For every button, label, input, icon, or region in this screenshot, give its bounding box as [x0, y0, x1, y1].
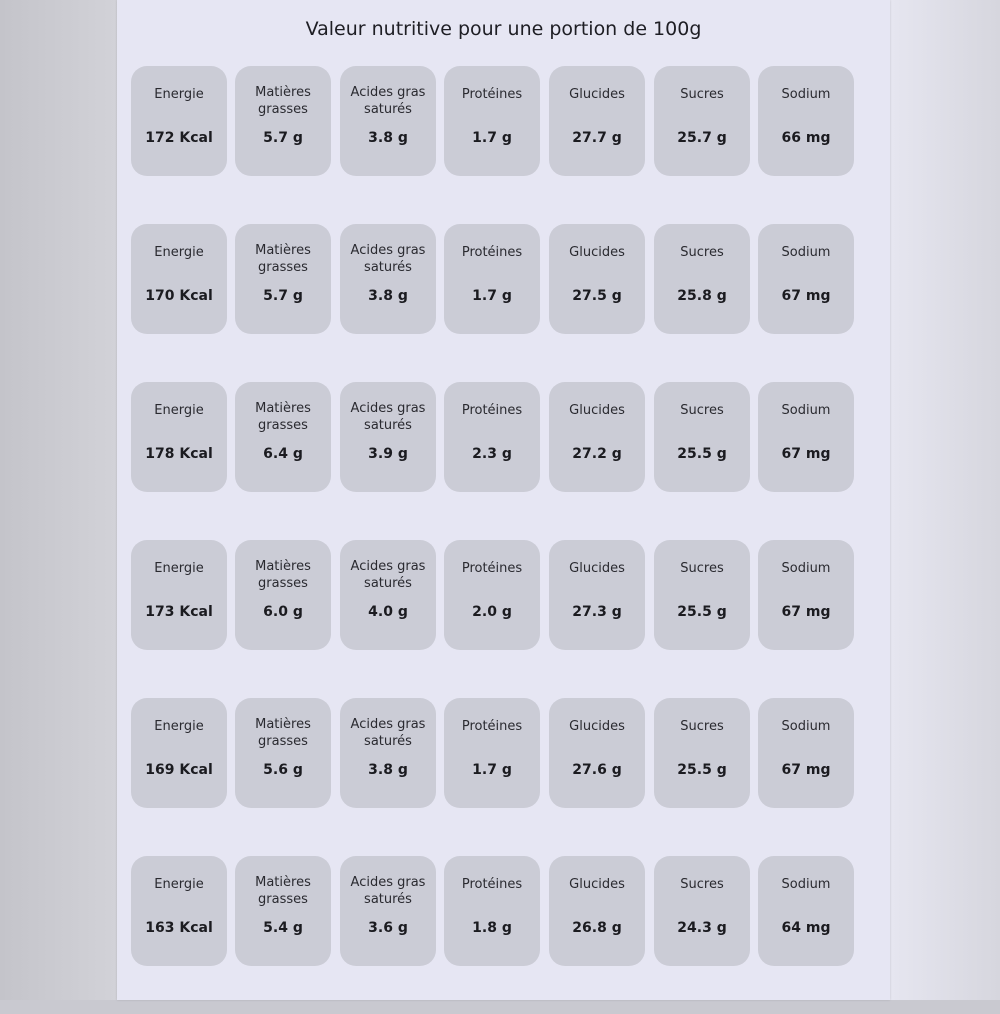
tile-value: 24.3 g	[677, 920, 727, 936]
tile-label: Matières grasses	[255, 85, 311, 117]
tile-value: 2.3 g	[472, 446, 512, 462]
nutrition-grid	[131, 66, 881, 1014]
tile-label: Protéines	[461, 87, 523, 102]
nutrition-row	[131, 698, 881, 856]
tile-glucides	[549, 698, 645, 808]
tile-glucides	[549, 382, 645, 492]
tile-acides	[340, 856, 436, 966]
tile-label: Energie	[154, 403, 204, 418]
background-left	[0, 0, 117, 1000]
tile-label: Matières grasses	[255, 401, 311, 433]
tile-label: Sodium	[781, 245, 831, 260]
tile-label: Matières grasses	[255, 875, 311, 907]
tile-label: Acides gras saturés	[350, 401, 426, 433]
tile-label: Sodium	[781, 877, 831, 892]
nutrition-sheet	[117, 0, 890, 1000]
tile-sodium	[758, 66, 854, 176]
tile-value: 1.7 g	[472, 130, 512, 146]
tile-glucides	[549, 540, 645, 650]
tile-value: 25.5 g	[677, 446, 727, 462]
tile-label: Glucides	[569, 87, 625, 102]
tile-sodium	[758, 856, 854, 966]
tile-value: 3.8 g	[368, 288, 408, 304]
tile-energie	[131, 856, 227, 966]
tile-acides	[340, 382, 436, 492]
page-title: Valeur nutritive pour une portion de 100g	[305, 18, 702, 40]
tile-label: Acides gras saturés	[350, 85, 426, 117]
tile-label: Protéines	[461, 561, 523, 576]
tile-label: Protéines	[461, 719, 523, 734]
tile-label: Matières grasses	[255, 243, 311, 275]
tile-value: 3.9 g	[368, 446, 408, 462]
tile-label: Sucres	[680, 87, 724, 102]
tile-value: 27.3 g	[572, 604, 622, 620]
nutrition-row	[131, 382, 881, 540]
tile-sucres	[654, 224, 750, 334]
tile-value: 26.8 g	[572, 920, 622, 936]
tile-label: Glucides	[569, 403, 625, 418]
tile-glucides	[549, 224, 645, 334]
tile-matieres	[235, 540, 331, 650]
tile-sucres	[654, 382, 750, 492]
tile-proteines	[444, 224, 540, 334]
tile-value: 6.0 g	[263, 604, 303, 620]
tile-label: Acides gras saturés	[350, 875, 426, 907]
tile-proteines	[444, 66, 540, 176]
tile-label: Glucides	[569, 561, 625, 576]
tile-proteines	[444, 540, 540, 650]
tile-matieres	[235, 382, 331, 492]
tile-energie	[131, 66, 227, 176]
tile-value: 25.5 g	[677, 762, 727, 778]
tile-matieres	[235, 856, 331, 966]
nutrition-row	[131, 66, 881, 224]
tile-label: Sucres	[680, 719, 724, 734]
tile-sucres	[654, 856, 750, 966]
tile-value: 66 mg	[781, 130, 831, 146]
tile-glucides	[549, 66, 645, 176]
nutrition-row	[131, 224, 881, 382]
tile-value: 3.8 g	[368, 762, 408, 778]
tile-sucres	[654, 698, 750, 808]
tile-value: 27.5 g	[572, 288, 622, 304]
nutrition-row	[131, 856, 881, 1014]
tile-acides	[340, 66, 436, 176]
tile-value: 172 Kcal	[145, 130, 213, 146]
tile-label: Sodium	[781, 561, 831, 576]
tile-value: 170 Kcal	[145, 288, 213, 304]
tile-label: Energie	[154, 719, 204, 734]
tile-value: 4.0 g	[368, 604, 408, 620]
tile-label: Sucres	[680, 561, 724, 576]
tile-label: Protéines	[461, 877, 523, 892]
nutrition-row	[131, 540, 881, 698]
tile-label: Acides gras saturés	[350, 717, 426, 749]
tile-value: 5.6 g	[263, 762, 303, 778]
tile-value: 5.4 g	[263, 920, 303, 936]
tile-value: 67 mg	[781, 288, 831, 304]
tile-energie	[131, 224, 227, 334]
tile-value: 67 mg	[781, 762, 831, 778]
tile-label: Sodium	[781, 87, 831, 102]
tile-value: 5.7 g	[263, 130, 303, 146]
tile-sodium	[758, 540, 854, 650]
tile-label: Protéines	[461, 245, 523, 260]
tile-label: Acides gras saturés	[350, 243, 426, 275]
tile-sodium	[758, 698, 854, 808]
tile-label: Matières grasses	[255, 559, 311, 591]
tile-proteines	[444, 698, 540, 808]
tile-sucres	[654, 66, 750, 176]
tile-matieres	[235, 224, 331, 334]
tile-value: 173 Kcal	[145, 604, 213, 620]
tile-label: Protéines	[461, 403, 523, 418]
tile-label: Glucides	[569, 719, 625, 734]
tile-energie	[131, 382, 227, 492]
tile-acides	[340, 698, 436, 808]
tile-acides	[340, 224, 436, 334]
tile-value: 5.7 g	[263, 288, 303, 304]
tile-value: 67 mg	[781, 446, 831, 462]
tile-value: 178 Kcal	[145, 446, 213, 462]
tile-glucides	[549, 856, 645, 966]
tile-value: 3.8 g	[368, 130, 408, 146]
tile-value: 1.8 g	[472, 920, 512, 936]
tile-value: 1.7 g	[472, 288, 512, 304]
tile-acides	[340, 540, 436, 650]
tile-value: 6.4 g	[263, 446, 303, 462]
tile-energie	[131, 540, 227, 650]
tile-value: 169 Kcal	[145, 762, 213, 778]
tile-label: Energie	[154, 87, 204, 102]
tile-matieres	[235, 698, 331, 808]
tile-value: 2.0 g	[472, 604, 512, 620]
background-right	[890, 0, 1000, 1000]
tile-value: 25.5 g	[677, 604, 727, 620]
tile-label: Glucides	[569, 245, 625, 260]
tile-value: 1.7 g	[472, 762, 512, 778]
tile-value: 3.6 g	[368, 920, 408, 936]
tile-value: 27.7 g	[572, 130, 622, 146]
tile-sodium	[758, 224, 854, 334]
tile-value: 64 mg	[781, 920, 831, 936]
tile-label: Energie	[154, 561, 204, 576]
tile-label: Acides gras saturés	[350, 559, 426, 591]
tile-energie	[131, 698, 227, 808]
tile-value: 163 Kcal	[145, 920, 213, 936]
tile-matieres	[235, 66, 331, 176]
tile-label: Sucres	[680, 245, 724, 260]
tile-label: Sodium	[781, 719, 831, 734]
tile-label: Sucres	[680, 877, 724, 892]
tile-label: Energie	[154, 877, 204, 892]
tile-value: 27.6 g	[572, 762, 622, 778]
tile-sucres	[654, 540, 750, 650]
tile-label: Matières grasses	[255, 717, 311, 749]
tile-label: Glucides	[569, 877, 625, 892]
tile-value: 25.7 g	[677, 130, 727, 146]
tile-sodium	[758, 382, 854, 492]
tile-proteines	[444, 856, 540, 966]
tile-value: 27.2 g	[572, 446, 622, 462]
tile-label: Energie	[154, 245, 204, 260]
tile-proteines	[444, 382, 540, 492]
tile-value: 67 mg	[781, 604, 831, 620]
tile-label: Sucres	[680, 403, 724, 418]
tile-value: 25.8 g	[677, 288, 727, 304]
tile-label: Sodium	[781, 403, 831, 418]
